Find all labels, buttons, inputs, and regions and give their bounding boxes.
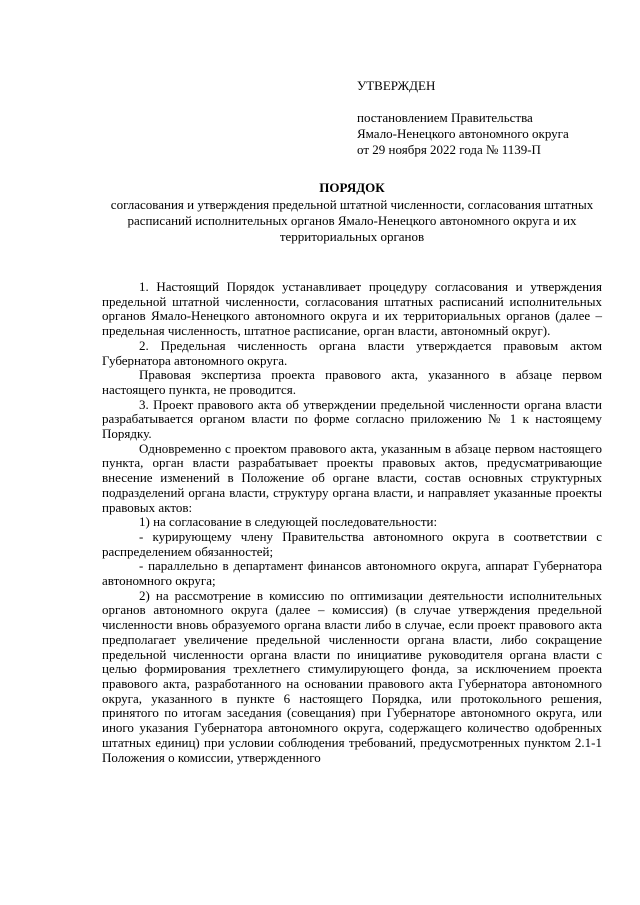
paragraph: Одновременно с проектом правового акта, указанным в абзаце первом настоящего пункта, орган власти разрабатывает проекты правовых актов, предусматривающие внесение изменений в Положение об органе власти, состав основных структурных подразделений органа власти, структуру органа власти, и направляет указанные проекты правовых актов: <box>102 440 602 515</box>
approval-line-2: Ямало-Ненецкого автономного округа <box>357 126 569 141</box>
paragraph: Правовая экспертиза проекта правового акта, указанного в абзаце первом настоящего пункта, не проводится. <box>102 367 602 397</box>
paragraph: 1. Настоящий Порядок устанавливает процедуру согласования и утверждения предельной штатной численности, согласования штатных расписаний исполнительных органов Ямало-Ненецкого автономного округа и их территориальных органов (далее – предельная численность, штатное расписание, орган власти, автономный округ). <box>102 279 602 339</box>
document-title-block <box>102 180 602 245</box>
document-subheading: согласования и утверждения предельной штатной численности, согласования штатных расписаний исполнительных органов Ямало-Ненецкого автономного округа и их территориальных органов <box>110 197 594 244</box>
approval-label: УТВЕРЖДЕН <box>357 78 436 93</box>
document-heading: ПОРЯДОК <box>319 180 385 195</box>
paragraph: 2) на рассмотрение в комиссию по оптимизации деятельности исполнительных органов автономного округа (далее – комиссия) (в случае утверждения предельной численности вновь образуемого органа власти либо в случае, если проект правового акта предполагает увеличение предельной численности органа власти, либо сокращение предельной численности органа власти по инициативе руководителя органа власти с целью формирования трехлетнего стимулирующего фонда, за исключением проекта правового акта, разработанного на основании правового акта Губернатора автономного округа, указанного в пункте 6 настоящего Порядка, или протокольного решения, принятого по итогам заседания (совещания) при Губернаторе автономного округа, или иного указания Губернатора автономного округа, содержащего количество одобренных штатных единиц) при условии соблюдения требований, предусмотренных пунктом 2.1-1 Положения о комиссии, утвержденного <box>102 587 602 765</box>
paragraph: - параллельно в департамент финансов автономного округа, аппарат Губернатора автономного округа; <box>102 558 602 589</box>
approval-line-1: постановлением Правительства <box>357 110 533 125</box>
approval-line-3: от 29 ноября 2022 года № 1139-П <box>357 142 541 157</box>
approval-stamp <box>357 78 627 158</box>
paragraph: - курирующему члену Правительства автономного округа в соответствии с распределением обязанностей; <box>102 528 602 559</box>
paragraph: 3. Проект правового акта об утверждении предельной численности органа власти разрабатывается органом власти по форме согласно приложению № 1 к настоящему Порядку. <box>102 396 602 442</box>
document-body <box>102 280 602 765</box>
paragraph: 1) на согласование в следующей последовательности: <box>139 514 438 530</box>
paragraph: 2. Предельная численность органа власти утверждается правовым актом Губернатора автономного округа. <box>102 337 602 368</box>
